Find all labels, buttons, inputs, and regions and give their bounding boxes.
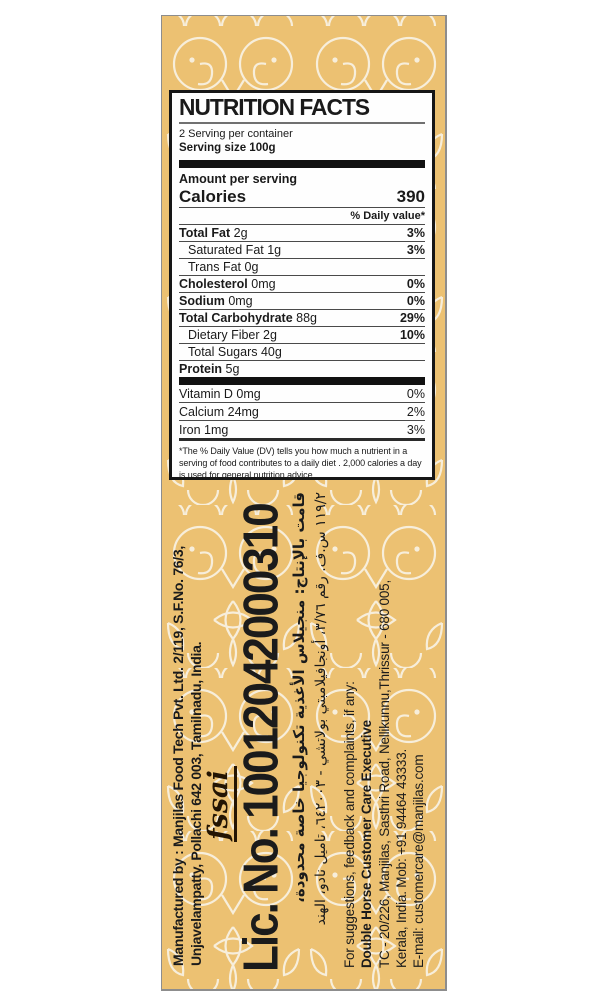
nutrient-name: Total Carbohydrate — [179, 310, 293, 325]
nutrient-amount: 2g — [259, 327, 277, 342]
nutrition-panel — [169, 90, 435, 480]
nutrient-name: Cholesterol — [179, 276, 248, 291]
fssai-logo: fssai — [204, 766, 237, 842]
calories-row — [179, 187, 425, 208]
customer-care-line: Kerala, India. Mob: +91 94464 43333. — [393, 748, 409, 968]
customer-care-line: TC - 20/226, Manjilas, Sasthri Road, Nellikunnu,Thrissur - 680 005, — [376, 579, 392, 968]
nutrient-dv: 3% — [406, 422, 425, 437]
daily-value-footnote: *The % Daily Value (DV) tells you how much a nutrient in a serving of food contributes to a daily diet . 2,000 calories a day is used for general nutrition advice. — [179, 446, 422, 480]
nutrient-amount: 1g — [263, 242, 282, 257]
nutrient-amount: 2g — [230, 225, 248, 240]
arabic-line: قامت بالإنتاج: منجيلاس الأغذية تكنولوجيا خاصة محدودة، — [290, 492, 308, 903]
nutrient-name: Total Sugars — [188, 344, 258, 359]
nutrient-dv: 0% — [406, 293, 425, 308]
manufacturer-line: Manufactured by : Manjilas Food Tech Pvt. Ltd. 2/119, S.F.No. 76/3, — [170, 546, 186, 966]
micronutrient-row — [179, 421, 425, 441]
calories-label: Calories — [179, 187, 247, 206]
nutrient-dv: 0% — [406, 276, 425, 291]
nutrient-name: Dietary Fiber — [188, 327, 260, 342]
nutrient-row — [179, 276, 425, 293]
customer-care-line: For suggestions, feedback and complaints, if any: — [342, 681, 357, 968]
nutrient-row — [179, 361, 425, 377]
customer-care-title: Double Horse Customer Care Executive — [359, 720, 375, 968]
nutrient-row — [179, 327, 425, 344]
micronutrient-row — [179, 403, 425, 421]
nutrient-dv: 0% — [406, 386, 425, 401]
thick-divider — [179, 160, 425, 168]
nutrient-amount: 0mg — [224, 293, 253, 308]
nutrient-dv: 10% — [399, 327, 425, 342]
section-divider — [179, 122, 425, 124]
nutrient-dv: 3% — [406, 225, 425, 240]
nutrient-amount: 40g — [257, 344, 282, 359]
nutrient-row — [179, 259, 425, 276]
amount-per-serving-label: Amount per serving — [179, 172, 298, 186]
nutrient-row — [179, 242, 425, 259]
nutrient-amount: 0g — [241, 259, 259, 274]
nutrient-row — [179, 344, 425, 361]
serving-per-container: 2 Serving per container — [179, 128, 293, 140]
package-label — [161, 15, 447, 991]
nutrient-name: Total Fat — [179, 225, 231, 240]
manufacturer-line: Unjavelampatty, Pollachi 642 003, Tamilnadu, India. — [187, 641, 204, 966]
license-number: Lic. No. 10012042000310 — [233, 504, 289, 972]
nutrient-name: Protein — [179, 361, 223, 376]
nutrient-dv: 29% — [399, 310, 425, 325]
serving-size: Serving size 100g — [179, 142, 276, 154]
nutrient-amount: 0mg — [247, 276, 276, 291]
nutrient-amount: 88g — [292, 310, 318, 325]
manufacturer-section — [162, 490, 447, 990]
nutrient-dv: 2% — [406, 404, 425, 419]
nutrient-name: Sodium — [179, 293, 225, 308]
nutrient-row — [179, 225, 425, 242]
nutrient-name: Calcium 24mg — [179, 404, 259, 419]
nutrient-row — [179, 310, 425, 327]
nutrient-name: Iron 1mg — [179, 422, 229, 437]
nutrient-dv: 3% — [406, 242, 425, 257]
nutrient-name: Trans Fat — [188, 259, 242, 274]
thick-divider — [179, 377, 425, 385]
customer-care-email: E-mail: customercare@manjilas.com — [411, 754, 427, 968]
arabic-line: ١١٩/٢ س.ف. رقم ٣/٧٦، أونجافيلامبتي بولاتشي - ٦٤٢٠٠٣، تاميل نادو، الهند — [313, 492, 329, 926]
nutrient-amount: 5g — [222, 361, 240, 376]
nutrition-title: NUTRITION FACTS — [179, 94, 370, 120]
nutrient-name: Saturated Fat — [188, 242, 264, 257]
daily-value-header: % Daily value* — [179, 208, 425, 225]
nutrient-row — [179, 293, 425, 310]
nutrient-name: Vitamin D 0mg — [179, 386, 261, 401]
calories-value: 390 — [396, 187, 425, 206]
micronutrient-row — [179, 385, 425, 403]
